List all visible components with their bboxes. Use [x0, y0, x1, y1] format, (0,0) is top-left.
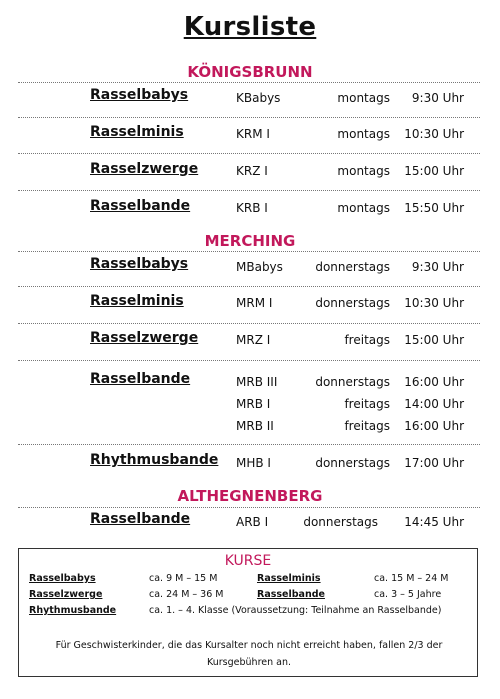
course-name: Rasselzwerge	[90, 161, 199, 177]
course-name: Rasselminis	[90, 124, 184, 140]
course-name: Rasselbande	[90, 511, 191, 527]
course-name: Rasselbabys	[90, 256, 189, 272]
course-time: 14:45 Uhr	[404, 515, 464, 529]
divider	[18, 82, 480, 83]
course-time: 15:50 Uhr	[404, 201, 464, 215]
course-code: ARB I	[236, 515, 269, 529]
course-time: 15:00 Uhr	[404, 333, 464, 347]
course-time: 15:00 Uhr	[404, 164, 464, 178]
location-heading-merching: MERCHING	[204, 232, 296, 250]
course-day: donnerstags	[315, 375, 390, 389]
course-day: montags	[337, 127, 390, 141]
course-day: montags	[337, 164, 390, 178]
course-day: donnerstags	[315, 296, 390, 310]
course-day: donnerstags	[315, 456, 390, 470]
course-code: MRB III	[236, 375, 278, 389]
course-code: MRZ I	[236, 333, 271, 347]
course-day: donnerstags	[303, 515, 378, 529]
divider	[18, 507, 480, 508]
divider	[18, 190, 480, 191]
course-info-age: ca. 1. – 4. Klasse (Voraussetzung: Teilnahme an Rasselbande)	[149, 605, 442, 616]
divider	[18, 360, 480, 361]
course-info-name: Rasselzwerge	[29, 589, 103, 600]
course-info-age: ca. 9 M – 15 M	[149, 573, 218, 584]
location-heading-althegnenberg: ALTHEGNENBERG	[177, 487, 323, 505]
course-code: KRB I	[236, 201, 268, 215]
course-name: Rasselbande	[90, 371, 191, 387]
course-time: 16:00 Uhr	[404, 419, 464, 433]
divider	[18, 153, 480, 154]
page-title: Kursliste	[183, 12, 317, 42]
course-name: Rasselminis	[90, 293, 184, 309]
course-code: MHB I	[236, 456, 271, 470]
course-day: freitags	[344, 419, 390, 433]
course-code: MRB II	[236, 419, 274, 433]
course-time: 10:30 Uhr	[404, 127, 464, 141]
course-code: MRM I	[236, 296, 273, 310]
course-info-name: Rasselbande	[257, 589, 325, 600]
divider	[18, 323, 480, 324]
divider	[18, 444, 480, 445]
course-day: donnerstags	[315, 260, 390, 274]
sibling-discount-note: Für Geschwisterkinder, die das Kursalter noch nicht erreicht haben, fallen 2/3 der Kursgebühren an.	[55, 640, 443, 668]
divider	[18, 251, 480, 252]
course-day: montags	[337, 201, 390, 215]
course-day: montags	[337, 91, 390, 105]
course-info-age: ca. 15 M – 24 M	[374, 573, 449, 584]
course-time: 10:30 Uhr	[404, 296, 464, 310]
location-heading-koenigsbrunn: KÖNIGSBRUNN	[187, 63, 313, 81]
course-code: KBabys	[236, 91, 281, 105]
course-day: freitags	[344, 333, 390, 347]
course-time: 9:30 Uhr	[411, 91, 464, 105]
course-name: Rhythmusbande	[90, 452, 219, 468]
course-code: MBabys	[236, 260, 283, 274]
course-code: KRZ I	[236, 164, 268, 178]
course-time: 14:00 Uhr	[404, 397, 464, 411]
course-info-name: Rasselbabys	[29, 573, 96, 584]
divider	[18, 286, 480, 287]
course-code: MRB I	[236, 397, 271, 411]
course-name: Rasselbabys	[90, 87, 189, 103]
course-code: KRM I	[236, 127, 270, 141]
course-time: 17:00 Uhr	[404, 456, 464, 470]
course-info-title: KURSE	[224, 553, 272, 569]
course-name: Rasselbande	[90, 198, 191, 214]
divider	[18, 117, 480, 118]
course-info-age: ca. 24 M – 36 M	[149, 589, 224, 600]
course-time: 16:00 Uhr	[404, 375, 464, 389]
course-info-age: ca. 3 – 5 Jahre	[374, 589, 442, 600]
course-info-name: Rasselminis	[257, 573, 321, 584]
course-name: Rasselzwerge	[90, 330, 199, 346]
course-time: 9:30 Uhr	[411, 260, 464, 274]
course-info-name: Rhythmusbande	[29, 605, 117, 616]
course-day: freitags	[344, 397, 390, 411]
course-info-box	[18, 548, 478, 677]
